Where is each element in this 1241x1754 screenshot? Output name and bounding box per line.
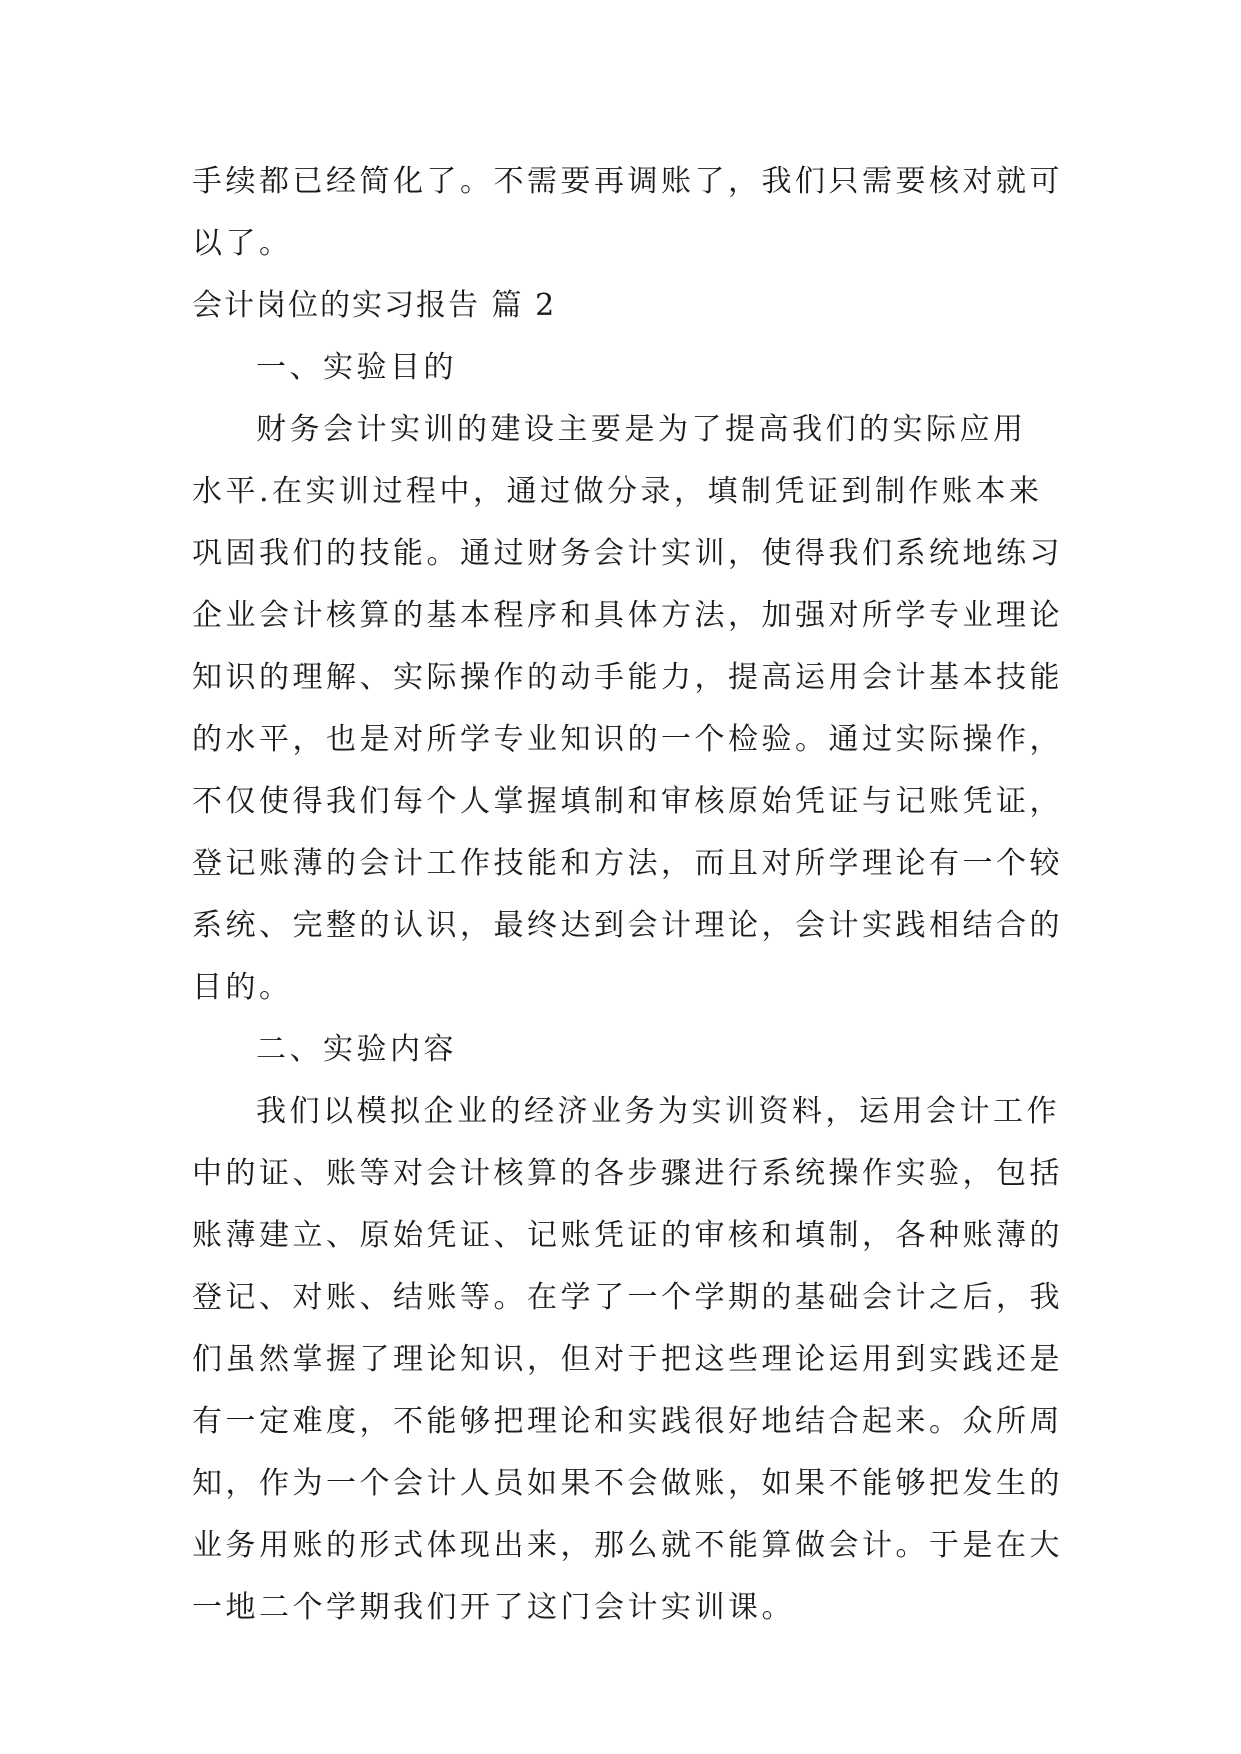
paragraph-line: 知识的理解、实际操作的动手能力，提高运用会计基本技能: [192, 660, 1063, 695]
paragraph-line: 们虽然掌握了理论知识，但对于把这些理论运用到实践还是: [192, 1342, 1063, 1377]
paragraph-line: 以了。: [192, 226, 293, 261]
paragraph-line: 的水平，也是对所学专业知识的一个检验。通过实际操作，: [192, 722, 1063, 757]
paragraph-line: 不仅使得我们每个人掌握填制和审核原始凭证与记账凭证，: [192, 784, 1063, 819]
subsection-heading: 一、实验目的: [256, 350, 457, 385]
paragraph-line: 目的。: [192, 970, 293, 1005]
paragraph-line: 登记账薄的会计工作技能和方法，而且对所学理论有一个较: [192, 846, 1063, 881]
paragraph-line: 账薄建立、原始凭证、记账凭证的审核和填制，各种账薄的: [192, 1218, 1063, 1253]
paragraph-line: 中的证、账等对会计核算的各步骤进行系统操作实验，包括: [192, 1156, 1063, 1191]
paragraph-line: 巩固我们的技能。通过财务会计实训，使得我们系统地练习: [192, 536, 1063, 571]
paragraph-line: 一地二个学期我们开了这门会计实训课。: [192, 1590, 795, 1625]
paragraph-line: 我们以模拟企业的经济业务为实训资料，运用会计工作: [256, 1094, 1060, 1129]
paragraph-line: 企业会计核算的基本程序和具体方法，加强对所学专业理论: [192, 598, 1063, 633]
paragraph-line: 业务用账的形式体现出来，那么就不能算做会计。于是在大: [192, 1528, 1063, 1563]
paragraph-line: 有一定难度，不能够把理论和实践很好地结合起来。众所周: [192, 1404, 1063, 1439]
paragraph-line: 水平.在实训过程中，通过做分录，填制凭证到制作账本来: [192, 474, 1043, 509]
subsection-heading: 二、实验内容: [256, 1032, 457, 1067]
paragraph-line: 财务会计实训的建设主要是为了提高我们的实际应用: [256, 412, 1027, 447]
paragraph-line: 手续都已经简化了。不需要再调账了，我们只需要核对就可: [192, 164, 1063, 199]
paragraph-line: 知，作为一个会计人员如果不会做账，如果不能够把发生的: [192, 1466, 1063, 1501]
paragraph-line: 登记、对账、结账等。在学了一个学期的基础会计之后，我: [192, 1280, 1063, 1315]
section-title: 会计岗位的实习报告 篇 2: [192, 288, 557, 323]
paragraph-line: 系统、完整的认识，最终达到会计理论，会计实践相结合的: [192, 908, 1063, 943]
